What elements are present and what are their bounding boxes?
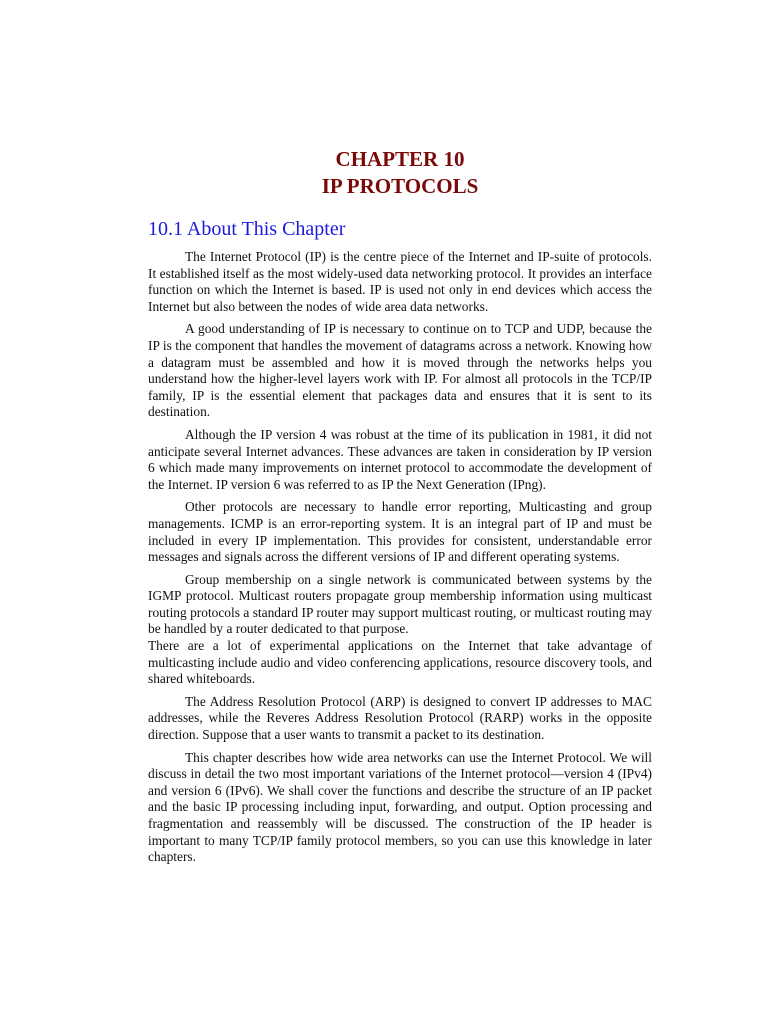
paragraph-multicast-applications: There are a lot of experimental applications on the Internet that take advantage of multicasting include audio and video conferencing applications, resource discovery tools, and shared whiteboards. [148,638,652,687]
paragraph-ip-understanding: A good understanding of IP is necessary to continue on to TCP and UDP, because the IP is the component that handles the movement of datagrams across a network. Knowing how a datagram must be assembled and how it is moved through the networks helps you understand how the higher-level layers work with IP. For almost all protocols in the TCP/IP family, IP is the essential element that packages data and ensures that it is sent to its destination. [148,321,652,420]
paragraph-ip-intro: The Internet Protocol (IP) is the centre piece of the Internet and IP-suite of protocols. It established itself as the most widely-used data networking protocol. It provides an interface function on which the Internet is based. IP is used not only in end devices which access the Internet but also between the nodes of wide area data networks. [148,249,652,314]
paragraph-arp: The Address Resolution Protocol (ARP) is designed to convert IP addresses to MAC addresses, while the Reveres Address Resolution Protocol (RARP) works in the opposite direction. Suppose that a user wants to transmit a packet to its destination. [148,693,652,743]
document-page [148,146,652,872]
chapter-title: IP PROTOCOLS [321,174,479,198]
section-heading: 10.1 About This Chapter [148,218,346,240]
paragraph-chapter-overview: This chapter describes how wide area networks can use the Internet Protocol. We will discuss in detail the two most important variations of the Internet protocol—version 4 (IPv4) and version 6 (IPv6). We shall cover the functions and describe the structure of an IP packet and the basic IP processing including input, forwarding, and output. Option processing and fragmentation and reassembly will be discussed. The construction of the IP header is important to many TCP/IP family protocol members, so you can use this knowledge in later chapters. [148,749,652,865]
paragraph-group-membership: Group membership on a single network is communicated between systems by the IGMP protocol. Multicast routers propagate group membership information using multicast routing protocols a standard IP router may support multicast routing, or multicast routing may be handled by a router dedicated to that purpose. [148,571,652,637]
paragraph-ip-versions: Although the IP version 4 was robust at the time of its publication in 1981, it did not anticipate several Internet advances. These advances are taken in consideration by IP version 6 which made many improvements on internet protocol to accommodate the development of the Internet. IP version 6 was referred to as IP the Next Generation (IPng). [148,426,652,492]
chapter-number: CHAPTER 10 [335,147,465,171]
paragraph-other-protocols: Other protocols are necessary to handle error reporting, Multicasting and group managements. ICMP is an error-reporting system. It is an integral part of IP and must be included in every IP implementation. This provides for consistent, understandable error messages and signals across the different versions of IP and different operating systems. [148,499,652,565]
